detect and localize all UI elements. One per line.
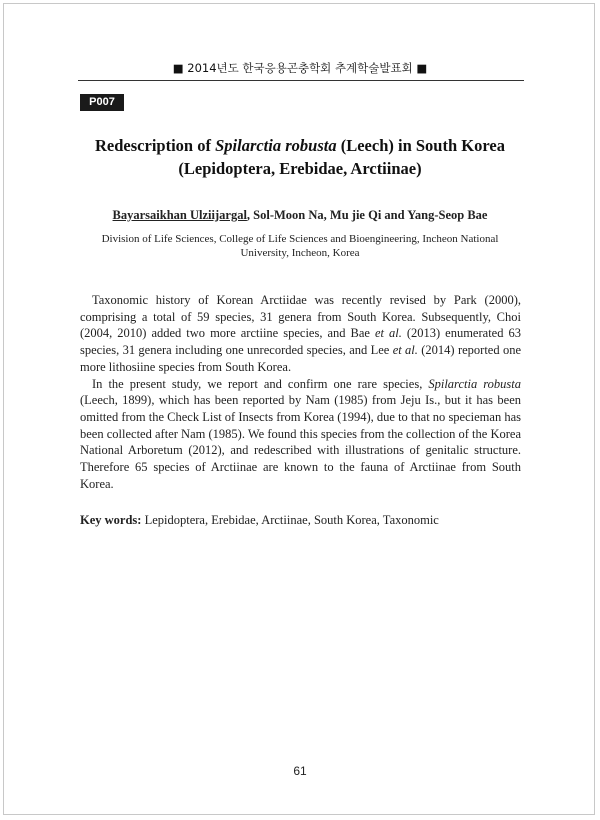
poster-id-badge: P007 [80,94,124,111]
title-line2: (Lepidoptera, Erebidae, Arctiinae) [178,159,422,178]
title-suffix: (Leech) in South Korea [336,136,505,155]
title-species: Spilarctia robusta [215,136,337,155]
p2-species: Spilarctia robusta [428,376,521,391]
abstract-paragraph-2 [80,376,521,493]
p1-text-b: (2013) enumerated 63 species, 31 genera including one unrecorded species, and Lee [80,326,521,358]
title-prefix: Redescription of [95,136,216,155]
page-number: 61 [293,764,307,778]
p1-etal-2: et al. [392,343,418,358]
affiliation [88,232,512,260]
presenting-author: Bayarsaikhan Ulziijargal [112,208,247,222]
abstract-paragraph-1 [80,292,521,376]
p1-text-a: Taxonomic history of Korean Arctiidae was recently revised by Park (2000), comprising a total of 59 species, 31 genera from South Korea. Subsequently, Choi (2004, 2010) added two more arctiine species, and Bae [80,293,521,341]
p2-text-b: (Leech, 1899), which has been reported by Nam (1985) from Jeju Is., but it has been omitted from the Check List of Insects from Korea (1994), due to that no specieman has been collected after Nam (1985). We found this species from the collection of the Korea National Arboretum (2012), and redescribed with illustrations of genitalic structure. Therefore 65 species of Arctiinae are known to the fauna of Arctiinae from South Korea. [80,393,521,491]
header-divider [78,80,524,81]
affiliation-line1: Division of Life Sciences, College of Life Sciences and Bioengineering, Incheon National [101,233,499,245]
author-list [60,208,540,223]
affiliation-line2: University, Incheon, Korea [240,247,360,259]
keywords-text: Lepidoptera, Erebidae, Arctiinae, South Korea, Taxonomic [141,513,439,527]
paper-title [60,134,540,180]
co-authors: , Sol-Moon Na, Mu jie Qi and Yang-Seop Bae [246,208,488,222]
running-header: ■ 2014년도 한국응용곤충학회 추계학술발표회 ■ [172,61,428,75]
p1-text-c: (2014) reported one more lithosiine species from South Korea. [80,343,521,374]
abstract-body [80,292,521,492]
p2-text-a: In the present study, we report and confirm one rare species, [92,376,429,391]
keywords [80,513,521,528]
p1-etal-1: et al. [374,326,402,341]
keywords-label: Key words: [80,513,142,527]
